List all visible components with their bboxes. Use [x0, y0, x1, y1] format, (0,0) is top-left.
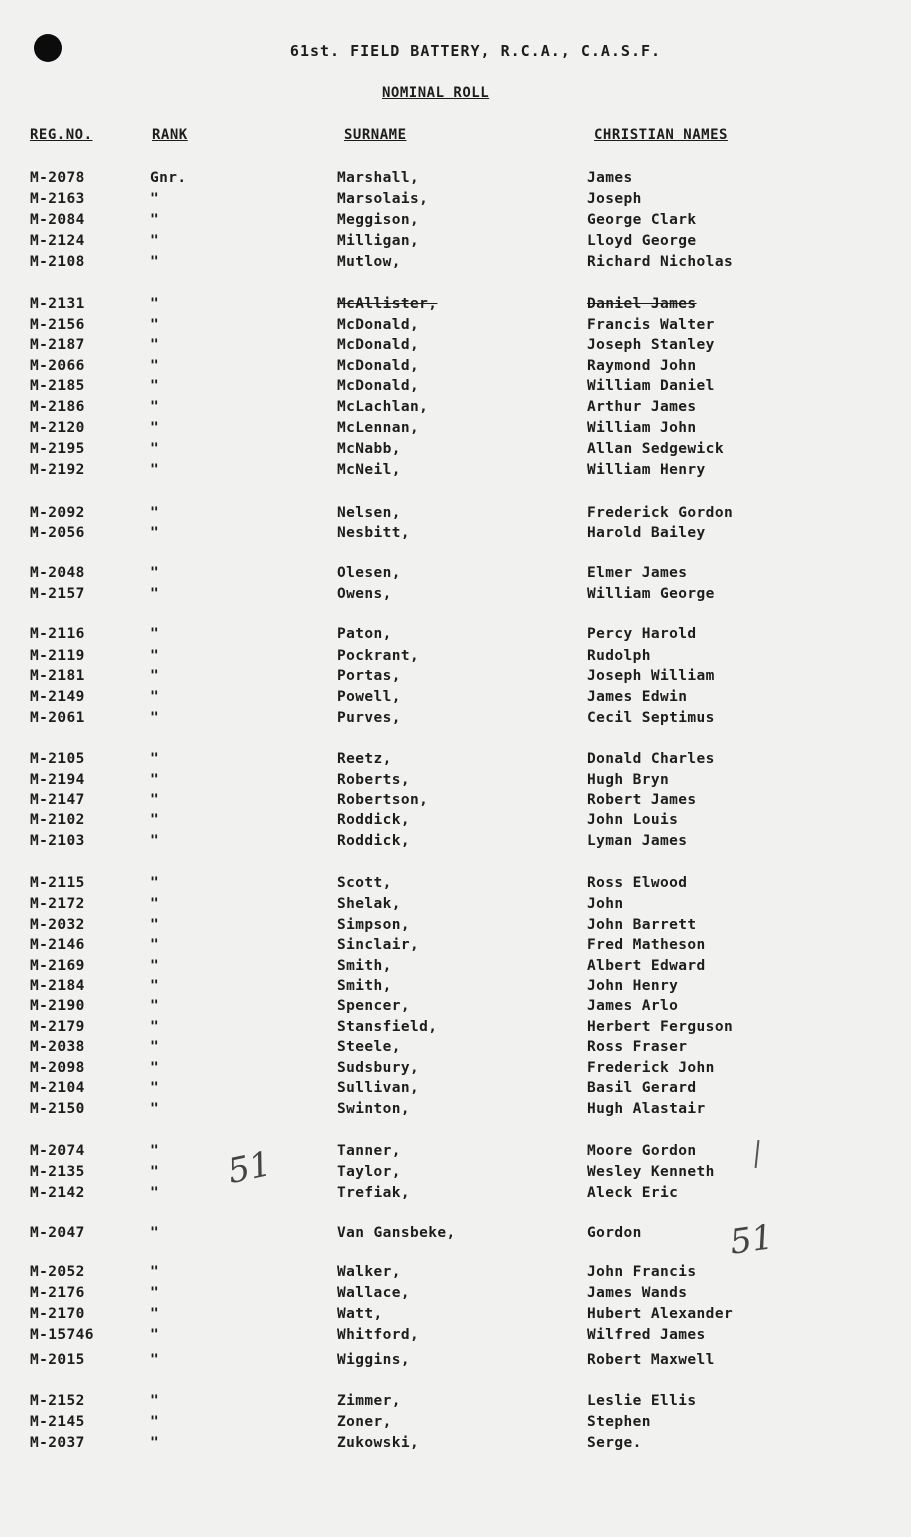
table-row — [0, 978, 911, 998]
christian-names-cell: Lyman James — [587, 833, 688, 849]
rank-cell: " — [150, 399, 160, 415]
table-row — [0, 1060, 911, 1080]
surname-cell: Smith, — [337, 978, 392, 994]
table-row — [0, 586, 911, 606]
christian-names-cell: Moore Gordon — [587, 1143, 697, 1159]
reg-no-cell: M-2146 — [30, 937, 85, 953]
surname-cell: Robertson, — [337, 792, 429, 808]
rank-cell: " — [150, 958, 160, 974]
rank-cell: " — [150, 896, 160, 912]
christian-names-cell: John Henry — [587, 978, 679, 994]
surname-cell: McDonald, — [337, 358, 420, 374]
reg-no-cell: M-2186 — [30, 399, 85, 415]
reg-no-cell: M-2061 — [30, 710, 85, 726]
rank-cell: " — [150, 525, 160, 541]
surname-cell: Purves, — [337, 710, 401, 726]
table-row — [0, 1143, 911, 1163]
reg-no-cell: M-2135 — [30, 1164, 85, 1180]
christian-names-cell: Joseph Stanley — [587, 337, 715, 353]
surname-cell: Mutlow, — [337, 254, 401, 270]
christian-names-cell: Stephen — [587, 1414, 651, 1430]
table-row — [0, 462, 911, 482]
table-row — [0, 254, 911, 274]
surname-cell: Simpson, — [337, 917, 411, 933]
surname-cell: Paton, — [337, 626, 392, 642]
surname-cell: Tanner, — [337, 1143, 401, 1159]
reg-no-cell: M-2152 — [30, 1393, 85, 1409]
rank-cell: " — [150, 191, 160, 207]
table-row — [0, 1352, 911, 1372]
christian-names-cell: Ross Fraser — [587, 1039, 688, 1055]
christian-names-cell: Raymond John — [587, 358, 697, 374]
rank-cell: " — [150, 358, 160, 374]
surname-cell: McDonald, — [337, 317, 420, 333]
table-row — [0, 358, 911, 378]
table-row — [0, 525, 911, 545]
christian-names-cell: Gordon — [587, 1225, 642, 1241]
reg-no-cell: M-15746 — [30, 1327, 94, 1343]
christian-names-cell: Leslie Ellis — [587, 1393, 697, 1409]
surname-cell: Pockrant, — [337, 648, 420, 664]
christian-names-cell: Wilfred James — [587, 1327, 706, 1343]
surname-cell: Van Gansbeke, — [337, 1225, 456, 1241]
rank-cell: " — [150, 1164, 160, 1180]
reg-no-cell: M-2131 — [30, 296, 85, 312]
reg-no-cell: M-2142 — [30, 1185, 85, 1201]
reg-no-cell: M-2172 — [30, 896, 85, 912]
reg-no-cell: M-2156 — [30, 317, 85, 333]
surname-cell: Taylor, — [337, 1164, 401, 1180]
christian-names-cell: George Clark — [587, 212, 697, 228]
table-row — [0, 751, 911, 771]
rank-cell: " — [150, 233, 160, 249]
rank-cell: " — [150, 626, 160, 642]
rank-cell: " — [150, 337, 160, 353]
reg-no-cell: M-2194 — [30, 772, 85, 788]
table-row — [0, 337, 911, 357]
surname-cell: Meggison, — [337, 212, 420, 228]
christian-names-cell: Frederick Gordon — [587, 505, 734, 521]
reg-no-cell: M-2037 — [30, 1435, 85, 1451]
surname-cell: Nelsen, — [337, 505, 401, 521]
rank-cell: " — [150, 792, 160, 808]
christian-names-cell: Basil Gerard — [587, 1080, 697, 1096]
table-row — [0, 812, 911, 832]
reg-no-cell: M-2192 — [30, 462, 85, 478]
handwritten-mark-right: 51 — [727, 1217, 776, 1263]
reg-no-cell: M-2084 — [30, 212, 85, 228]
table-row — [0, 296, 911, 316]
reg-no-cell: M-2038 — [30, 1039, 85, 1055]
reg-no-cell: M-2115 — [30, 875, 85, 891]
reg-no-cell: M-2181 — [30, 668, 85, 684]
reg-no-cell: M-2150 — [30, 1101, 85, 1117]
surname-cell: Stansfield, — [337, 1019, 438, 1035]
reg-no-cell: M-2032 — [30, 917, 85, 933]
reg-no-cell: M-2056 — [30, 525, 85, 541]
rank-cell: Gnr. — [150, 170, 187, 186]
rank-cell: " — [150, 1225, 160, 1241]
surname-cell: Roddick, — [337, 812, 411, 828]
christian-names-cell: Wesley Kenneth — [587, 1164, 715, 1180]
reg-no-cell: M-2015 — [30, 1352, 85, 1368]
reg-no-cell: M-2124 — [30, 233, 85, 249]
table-row — [0, 1080, 911, 1100]
reg-no-cell: M-2163 — [30, 191, 85, 207]
christian-names-cell: Allan Sedgewick — [587, 441, 724, 457]
rank-cell: " — [150, 710, 160, 726]
rank-cell: " — [150, 875, 160, 891]
surname-cell: Smith, — [337, 958, 392, 974]
christian-names-cell: Robert Maxwell — [587, 1352, 715, 1368]
christian-names-cell: Harold Bailey — [587, 525, 706, 541]
surname-cell: Scott, — [337, 875, 392, 891]
surname-cell: Sullivan, — [337, 1080, 420, 1096]
reg-no-cell: M-2119 — [30, 648, 85, 664]
christian-names-cell: Donald Charles — [587, 751, 715, 767]
surname-cell: Wallace, — [337, 1285, 411, 1301]
rank-cell: " — [150, 1352, 160, 1368]
surname-cell: McLennan, — [337, 420, 420, 436]
christian-names-cell: Serge. — [587, 1435, 642, 1451]
surname-cell: McNabb, — [337, 441, 401, 457]
table-row — [0, 998, 911, 1018]
rank-cell: " — [150, 998, 160, 1014]
surname-cell: Milligan, — [337, 233, 420, 249]
rank-cell: " — [150, 1285, 160, 1301]
rank-cell: " — [150, 462, 160, 478]
reg-no-cell: M-2147 — [30, 792, 85, 808]
surname-cell: Whitford, — [337, 1327, 420, 1343]
rank-cell: " — [150, 317, 160, 333]
rank-cell: " — [150, 1414, 160, 1430]
table-row — [0, 1393, 911, 1413]
reg-no-cell: M-2098 — [30, 1060, 85, 1076]
table-row — [0, 958, 911, 978]
christian-names-cell: Robert James — [587, 792, 697, 808]
surname-cell: Shelak, — [337, 896, 401, 912]
surname-cell: Olesen, — [337, 565, 401, 581]
table-row — [0, 1039, 911, 1059]
surname-cell: Wiggins, — [337, 1352, 411, 1368]
reg-no-cell: M-2120 — [30, 420, 85, 436]
table-row — [0, 710, 911, 730]
rank-cell: " — [150, 1393, 160, 1409]
rank-cell: " — [150, 212, 160, 228]
surname-cell: McNeil, — [337, 462, 401, 478]
table-row — [0, 1285, 911, 1305]
surname-cell: Watt, — [337, 1306, 383, 1322]
table-row — [0, 1264, 911, 1284]
christian-names-cell: William Henry — [587, 462, 706, 478]
rank-cell: " — [150, 1306, 160, 1322]
surname-cell: Swinton, — [337, 1101, 411, 1117]
rank-cell: " — [150, 812, 160, 828]
column-header-surname: SURNAME — [344, 127, 407, 143]
reg-no-cell: M-2185 — [30, 378, 85, 394]
surname-cell: Zoner, — [337, 1414, 392, 1430]
reg-no-cell: M-2047 — [30, 1225, 85, 1241]
christian-names-cell: Aleck Eric — [587, 1185, 679, 1201]
christian-names-cell: Richard Nicholas — [587, 254, 734, 270]
table-row — [0, 378, 911, 398]
rank-cell: " — [150, 378, 160, 394]
rank-cell: " — [150, 689, 160, 705]
surname-cell: Roddick, — [337, 833, 411, 849]
christian-names-cell: Francis Walter — [587, 317, 715, 333]
document-subtitle: NOMINAL ROLL — [382, 85, 490, 101]
table-row — [0, 1019, 911, 1039]
reg-no-cell: M-2092 — [30, 505, 85, 521]
reg-no-cell: M-2176 — [30, 1285, 85, 1301]
reg-no-cell: M-2195 — [30, 441, 85, 457]
table-row — [0, 565, 911, 585]
reg-no-cell: M-2102 — [30, 812, 85, 828]
table-row — [0, 1435, 911, 1455]
reg-no-cell: M-2103 — [30, 833, 85, 849]
table-row — [0, 1164, 911, 1184]
christian-names-cell: Lloyd George — [587, 233, 697, 249]
christian-names-cell: Hugh Bryn — [587, 772, 670, 788]
table-row — [0, 689, 911, 709]
surname-cell: Walker, — [337, 1264, 401, 1280]
table-row — [0, 875, 911, 895]
table-row — [0, 1185, 911, 1205]
christian-names-cell: Daniel James — [587, 296, 697, 312]
table-row — [0, 505, 911, 525]
rank-cell: " — [150, 668, 160, 684]
rank-cell: " — [150, 937, 160, 953]
reg-no-cell: M-2179 — [30, 1019, 85, 1035]
table-row — [0, 1101, 911, 1121]
reg-no-cell: M-2066 — [30, 358, 85, 374]
christian-names-cell: Rudolph — [587, 648, 651, 664]
table-row — [0, 626, 911, 646]
surname-cell: Zukowski, — [337, 1435, 420, 1451]
reg-no-cell: M-2108 — [30, 254, 85, 270]
column-header-reg-no: REG.NO. — [30, 127, 93, 143]
reg-no-cell: M-2190 — [30, 998, 85, 1014]
table-row — [0, 191, 911, 211]
surname-cell: McLachlan, — [337, 399, 429, 415]
rank-cell: " — [150, 586, 160, 602]
reg-no-cell: M-2104 — [30, 1080, 85, 1096]
table-row — [0, 648, 911, 668]
table-row — [0, 1225, 911, 1245]
christian-names-cell: James Edwin — [587, 689, 688, 705]
christian-names-cell: John Francis — [587, 1264, 697, 1280]
reg-no-cell: M-2169 — [30, 958, 85, 974]
rank-cell: " — [150, 978, 160, 994]
rank-cell: " — [150, 1101, 160, 1117]
surname-cell: Roberts, — [337, 772, 411, 788]
rank-cell: " — [150, 833, 160, 849]
christian-names-cell: Albert Edward — [587, 958, 706, 974]
rank-cell: " — [150, 1039, 160, 1055]
christian-names-cell: Joseph — [587, 191, 642, 207]
rank-cell: " — [150, 648, 160, 664]
rank-cell: " — [150, 1185, 160, 1201]
christian-names-cell: John Louis — [587, 812, 679, 828]
table-row — [0, 792, 911, 812]
reg-no-cell: M-2170 — [30, 1306, 85, 1322]
rank-cell: " — [150, 1080, 160, 1096]
table-row — [0, 317, 911, 337]
christian-names-cell: Cecil Septimus — [587, 710, 715, 726]
christian-names-cell: Joseph William — [587, 668, 715, 684]
christian-names-cell: William George — [587, 586, 715, 602]
surname-cell: Trefiak, — [337, 1185, 411, 1201]
reg-no-cell: M-2048 — [30, 565, 85, 581]
rank-cell: " — [150, 296, 160, 312]
rank-cell: " — [150, 254, 160, 270]
table-row — [0, 1327, 911, 1347]
christian-names-cell: John — [587, 896, 624, 912]
rank-cell: " — [150, 1060, 160, 1076]
surname-cell: Spencer, — [337, 998, 411, 1014]
reg-no-cell: M-2145 — [30, 1414, 85, 1430]
rank-cell: " — [150, 565, 160, 581]
rank-cell: " — [150, 1019, 160, 1035]
reg-no-cell: M-2187 — [30, 337, 85, 353]
christian-names-cell: Fred Matheson — [587, 937, 706, 953]
table-row — [0, 896, 911, 916]
document-title: 61st. FIELD BATTERY, R.C.A., C.A.S.F. — [289, 42, 662, 60]
table-row — [0, 170, 911, 190]
surname-cell: McDonald, — [337, 378, 420, 394]
surname-cell: Reetz, — [337, 751, 392, 767]
surname-cell: Powell, — [337, 689, 401, 705]
table-row — [0, 833, 911, 853]
table-row — [0, 1414, 911, 1434]
table-row — [0, 1306, 911, 1326]
surname-cell: McDonald, — [337, 337, 420, 353]
reg-no-cell: M-2078 — [30, 170, 85, 186]
rank-cell: " — [150, 441, 160, 457]
table-row — [0, 772, 911, 792]
rank-cell: " — [150, 772, 160, 788]
rank-cell: " — [150, 751, 160, 767]
table-row — [0, 441, 911, 461]
reg-no-cell: M-2116 — [30, 626, 85, 642]
christian-names-cell: Frederick John — [587, 1060, 715, 1076]
rank-cell: " — [150, 1327, 160, 1343]
christian-names-cell: William John — [587, 420, 697, 436]
column-header-rank: RANK — [152, 127, 188, 143]
surname-cell: Sinclair, — [337, 937, 420, 953]
surname-cell: Marsolais, — [337, 191, 429, 207]
rank-cell: " — [150, 1264, 160, 1280]
rank-cell: " — [150, 1143, 160, 1159]
christian-names-cell: Arthur James — [587, 399, 697, 415]
christian-names-cell: James — [587, 170, 633, 186]
christian-names-cell: William Daniel — [587, 378, 715, 394]
christian-names-cell: Hugh Alastair — [587, 1101, 706, 1117]
rank-cell: " — [150, 505, 160, 521]
christian-names-cell: James Wands — [587, 1285, 688, 1301]
christian-names-cell: Herbert Ferguson — [587, 1019, 734, 1035]
table-row — [0, 233, 911, 253]
column-header-christian-names: CHRISTIAN NAMES — [594, 127, 728, 143]
reg-no-cell: M-2184 — [30, 978, 85, 994]
christian-names-cell: Ross Elwood — [587, 875, 688, 891]
surname-cell: Sudsbury, — [337, 1060, 420, 1076]
christian-names-cell: Elmer James — [587, 565, 688, 581]
surname-cell: Portas, — [337, 668, 401, 684]
surname-cell: Steele, — [337, 1039, 401, 1055]
reg-no-cell: M-2157 — [30, 586, 85, 602]
table-row — [0, 668, 911, 688]
christian-names-cell: Hubert Alexander — [587, 1306, 734, 1322]
surname-cell: Nesbitt, — [337, 525, 411, 541]
table-row — [0, 212, 911, 232]
surname-cell: Owens, — [337, 586, 392, 602]
rank-cell: " — [150, 420, 160, 436]
table-row — [0, 917, 911, 937]
handwritten-mark-left: 51 — [224, 1143, 275, 1193]
christian-names-cell: Percy Harold — [587, 626, 697, 642]
reg-no-cell: M-2074 — [30, 1143, 85, 1159]
rank-cell: " — [150, 917, 160, 933]
christian-names-cell: John Barrett — [587, 917, 697, 933]
table-row — [0, 420, 911, 440]
reg-no-cell: M-2149 — [30, 689, 85, 705]
table-row — [0, 937, 911, 957]
reg-no-cell: M-2052 — [30, 1264, 85, 1280]
surname-cell: Zimmer, — [337, 1393, 401, 1409]
surname-cell: Marshall, — [337, 170, 420, 186]
christian-names-cell: James Arlo — [587, 998, 679, 1014]
reg-no-cell: M-2105 — [30, 751, 85, 767]
surname-cell: McAllister, — [337, 296, 438, 312]
table-row — [0, 399, 911, 419]
rank-cell: " — [150, 1435, 160, 1451]
